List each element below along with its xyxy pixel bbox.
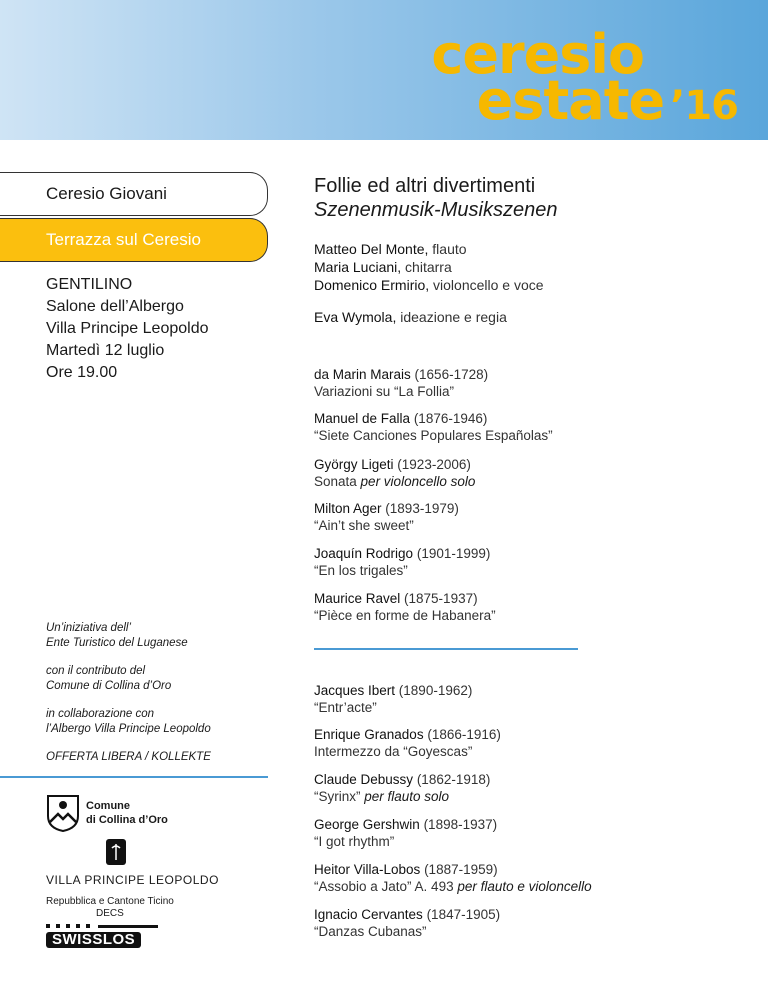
- program-item: [314, 366, 488, 400]
- program-item: [314, 456, 475, 490]
- performer-name: Matteo Del Monte,: [314, 241, 429, 257]
- composer-name: Claude Debussy: [314, 772, 414, 787]
- program-item: [314, 410, 553, 444]
- program-item: [314, 545, 490, 579]
- note-initiative: [46, 621, 211, 651]
- composer-name: Ignacio Cervantes: [314, 907, 423, 922]
- composer-name: Joaquín Rodrigo: [314, 546, 414, 561]
- direction: [314, 308, 544, 326]
- venue-date: Martedì 12 luglio: [46, 342, 165, 359]
- composer-dates: (1898-1937): [419, 817, 498, 832]
- composer-dates: (1887-1959): [420, 862, 498, 877]
- work-instrumentation: per flauto solo: [364, 789, 450, 804]
- brand-line2: [431, 69, 738, 132]
- tab-ceresio-giovani: [0, 172, 268, 216]
- note-collaboration: [46, 707, 211, 737]
- composer-name: Maurice Ravel: [314, 591, 401, 606]
- note-offer: [46, 750, 211, 765]
- composer-name: Enrique Granados: [314, 727, 424, 742]
- work-title: “En los trigales”: [314, 563, 408, 578]
- note-contribution-line1: con il contributo del: [46, 665, 146, 677]
- tab-terrazza-label: Terrazza sul Ceresio: [46, 230, 201, 249]
- performer-2: [314, 258, 544, 276]
- program-item: [314, 726, 501, 760]
- performer-role: violoncello e voce: [429, 277, 544, 293]
- program-divider: [314, 648, 578, 650]
- comune-label-line1: Comune: [86, 800, 130, 812]
- swisslos-logo: SWISSLOS: [46, 932, 141, 948]
- composer-dates: (1923-2006): [393, 457, 471, 472]
- program-item: [314, 682, 472, 716]
- performers-list: [314, 240, 544, 326]
- composer-dates: (1890-1962): [395, 683, 473, 698]
- composer-dates: (1875-1937): [400, 591, 478, 606]
- work-title: “I got rhythm”: [314, 834, 395, 849]
- director-name: Eva Wymola,: [314, 309, 397, 325]
- director-role: ideazione e regia: [396, 309, 507, 325]
- comune-label-line2: di Collina d’Oro: [86, 814, 168, 826]
- work-title: “Pièce en forme de Habanera”: [314, 608, 496, 623]
- program-item: [314, 590, 496, 624]
- program-item: [314, 771, 490, 805]
- composer-dates: (1862-1918): [413, 772, 491, 787]
- note-collaboration-line1: in collaborazione con: [46, 708, 155, 720]
- work-instrumentation: per flauto e violoncello: [457, 879, 592, 894]
- note-offer-line1: OFFERTA LIBERA / KOLLEKTE: [46, 751, 211, 763]
- performer-3: [314, 276, 544, 294]
- composer-dates: (1893-1979): [381, 501, 459, 516]
- composer-name: Manuel de Falla: [314, 411, 411, 426]
- comune-label: [86, 799, 168, 827]
- ticino-swisslos-logo: [46, 896, 174, 948]
- venue-time: Ore 19.00: [46, 364, 118, 381]
- note-contribution-line2: Comune di Collina d’Oro: [46, 680, 172, 692]
- work-title: “Siete Canciones Populares Españolas”: [314, 428, 553, 443]
- work-title: Sonata: [314, 474, 361, 489]
- composer-dates: (1866-1916): [423, 727, 501, 742]
- work-instrumentation: per violoncello solo: [360, 474, 476, 489]
- composer-dates: (1847-1905): [422, 907, 501, 922]
- brand-line1: ceresio: [431, 23, 644, 86]
- header-banner: [0, 0, 768, 140]
- performer-role: flauto: [428, 241, 467, 257]
- villa-principe-logo: [46, 838, 219, 887]
- decs-label: DECS: [96, 908, 124, 919]
- composer-name: Marin Marais: [332, 367, 411, 382]
- work-title: “Ain’t she sweet”: [314, 518, 414, 533]
- composer-dates: (1656-1728): [410, 367, 489, 382]
- note-initiative-line2: Ente Turistico del Luganese: [46, 637, 188, 649]
- organizer-notes: [46, 621, 211, 778]
- composer-name: Jacques Ibert: [314, 683, 396, 698]
- composer-name: Milton Ager: [314, 501, 382, 516]
- work-title: “Syrinx”: [314, 789, 365, 804]
- comune-logo: [46, 794, 168, 832]
- performer-1: [314, 240, 544, 258]
- performer-name: Domenico Ermirio,: [314, 277, 430, 293]
- composer-name: Heitor Villa-Lobos: [314, 862, 421, 877]
- brand-line2-text: estate: [476, 69, 665, 132]
- coat-of-arms-icon: [46, 794, 80, 832]
- composer-dates: (1876-1946): [410, 411, 488, 426]
- event-subtitle: Szenenmusik-Musikszenen: [314, 199, 558, 221]
- left-divider: [0, 776, 268, 778]
- tab-ceresio-giovani-label: Ceresio Giovani: [46, 184, 167, 203]
- venue-hall: Salone dell’Albergo: [46, 298, 184, 315]
- ticino-dots-icon: [46, 924, 174, 928]
- composer-name: György Ligeti: [314, 457, 394, 472]
- program-item: [314, 500, 459, 534]
- performer-name: Maria Luciani,: [314, 259, 402, 275]
- villa-emblem-icon: [105, 838, 127, 866]
- venue-hotel: Villa Principe Leopoldo: [46, 320, 209, 337]
- work-title: Variazioni su “La Follia”: [314, 384, 455, 399]
- work-title: “Entr’acte”: [314, 700, 377, 715]
- note-initiative-line1: Un’iniziativa dell’: [46, 622, 132, 634]
- tab-terrazza-sul-ceresio: [0, 218, 268, 262]
- brand-year: ’16: [670, 83, 738, 129]
- work-title: “Assobio a Jato” A. 493: [314, 879, 458, 894]
- ceresio-estate-logo: [431, 23, 738, 132]
- composer-name: George Gershwin: [314, 817, 420, 832]
- program-item: [314, 906, 500, 940]
- composer-dates: (1901-1999): [413, 546, 491, 561]
- note-contribution: [46, 664, 211, 694]
- work-title: Intermezzo da “Goyescas”: [314, 744, 473, 759]
- program-item: [314, 816, 497, 850]
- note-collaboration-line2: l’Albergo Villa Principe Leopoldo: [46, 723, 211, 735]
- event-title-block: [314, 174, 557, 222]
- venue-place: GENTILINO: [46, 276, 133, 293]
- performer-role: chitarra: [401, 259, 452, 275]
- villa-name: VILLA PRINCIPE LEOPOLDO: [46, 873, 219, 887]
- work-title: “Danzas Cubanas”: [314, 924, 427, 939]
- venue-info: [46, 274, 208, 384]
- program-prefix: da: [314, 367, 333, 382]
- ticino-label: Repubblica e Cantone Ticino: [46, 896, 174, 907]
- program-item: [314, 861, 592, 895]
- event-title: Follie ed altri divertimenti: [314, 175, 536, 197]
